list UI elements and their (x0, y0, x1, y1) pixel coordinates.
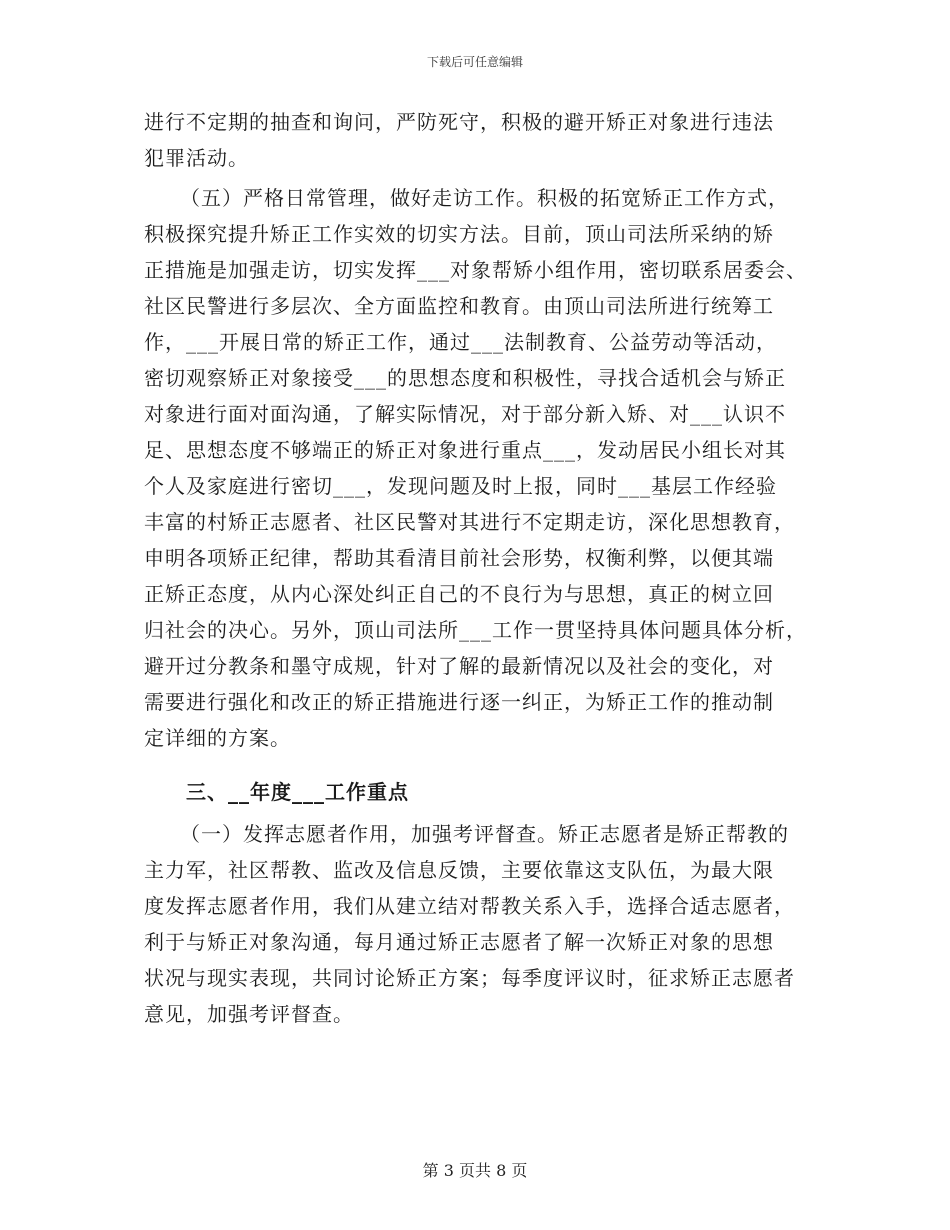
body-line: 利于与矫正对象沟通，每月通过矫正志愿者了解一次矫正对象的思想 (144, 930, 774, 954)
body-line: 状况与现实表现，共同讨论矫正方案；每季度评议时，征求矫正志愿者 (144, 966, 795, 990)
body-line: 需要进行强化和改正的矫正措施进行逐一纠正，为矫正工作的推动制 (144, 690, 774, 714)
body-line: 度发挥志愿者作用，我们从建立结对帮教关系入手，选择合适志愿者， (144, 894, 795, 918)
body-line: 积极探究提升矫正工作实效的切实方法。目前，顶山司法所采纳的矫 (144, 222, 774, 246)
body-line: 归社会的决心。另外，顶山司法所___工作一贯坚持具体问题具体分析， (144, 618, 807, 642)
body-line: 丰富的村矫正志愿者、社区民警对其进行不定期走访，深化思想教育， (144, 510, 795, 534)
body-line: 对象进行面对面沟通，了解实际情况，对于部分新入矫、对___认识不 (144, 402, 786, 426)
body-line: 正措施是加强走访，切实发挥___对象帮矫小组作用，密切联系居委会、 (144, 258, 807, 282)
body-line: 密切观察矫正对象接受___的思想态度和积极性，寻找合适机会与矫正 (144, 366, 786, 390)
paragraph-start-line: （五）严格日常管理，做好走访工作。积极的拓宽矫正工作方式， (180, 186, 789, 210)
section-heading: 三、__年度___工作重点 (186, 780, 409, 804)
body-line: 足、思想态度不够端正的矫正对象进行重点___，发动居民小组长对其 (144, 438, 786, 462)
body-line: 申明各项矫正纪律，帮助其看清目前社会形势，权衡利弊，以便其端 (144, 546, 774, 570)
body-line: 犯罪活动。 (144, 146, 249, 170)
body-line: 主力军，社区帮教、监改及信息反馈，主要依靠这支队伍，为最大限 (144, 858, 774, 882)
body-line: 定详细的方案。 (144, 726, 291, 750)
paragraph-start-line: （一）发挥志愿者作用，加强考评督查。矫正志愿者是矫正帮教的 (180, 822, 789, 846)
body-line: 进行不定期的抽查和询问，严防死守，积极的避开矫正对象进行违法 (144, 110, 774, 134)
body-line: 避开过分教条和墨守成规，针对了解的最新情况以及社会的变化，对 (144, 654, 774, 678)
body-line: 社区民警进行多层次、全方面监控和教育。由顶山司法所进行统筹工 (144, 294, 774, 318)
body-line: 作，___开展日常的矫正工作，通过___法制教育、公益劳动等活动， (144, 330, 777, 354)
page-header-note: 下载后可任意编辑 (426, 55, 523, 69)
body-line: 意见，加强考评督查。 (144, 1002, 354, 1026)
page-number: 第 3 页共 8 页 (422, 1161, 528, 1180)
body-line: 正矫正态度，从内心深处纠正自己的不良行为与思想，真正的树立回 (144, 582, 774, 606)
body-line: 个人及家庭进行密切___，发现问题及时上报，同时___基层工作经验 (144, 474, 777, 498)
